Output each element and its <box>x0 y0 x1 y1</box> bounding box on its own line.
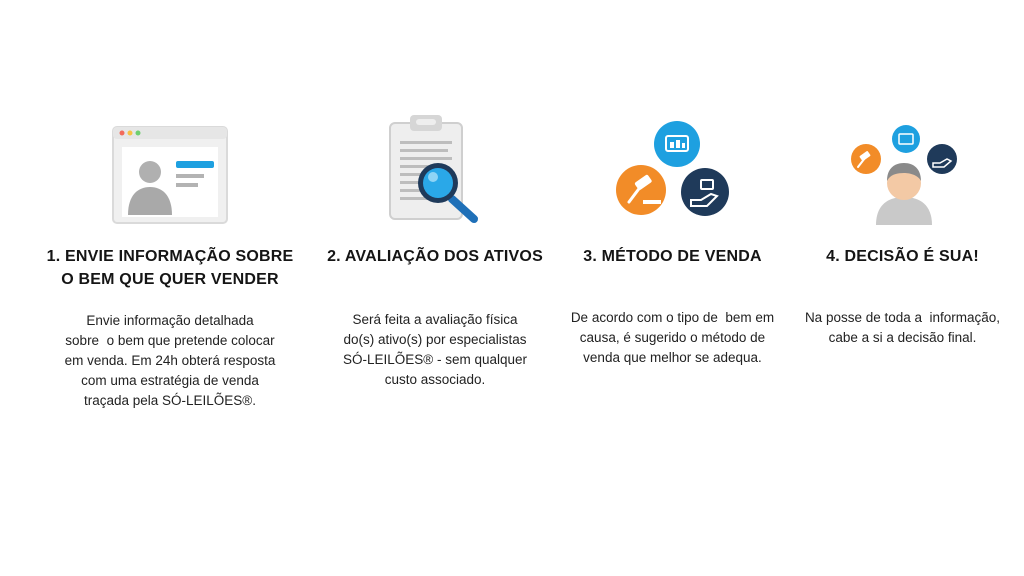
step-3 <box>555 100 790 368</box>
sale-methods-icon <box>613 120 733 225</box>
step-1-description <box>65 311 276 411</box>
step-3-desc-line: causa, é sugerido o método de <box>579 330 766 345</box>
gavel-icon <box>851 144 881 174</box>
step-2-desc-line: SÓ-LEILÕES® - sem qualquer <box>342 352 528 367</box>
step-1-title-line-1: 1. ENVIE INFORMAÇÃO SOBRE <box>46 248 294 265</box>
hand-offer-icon <box>927 144 957 174</box>
step-1-desc-line: em venda. Em 24h obterá resposta <box>64 353 276 368</box>
step-3-desc-line: De acordo com o tipo de bem em <box>570 310 775 325</box>
step-1-desc-line: traçada pela SÓ-LEILÕES®. <box>83 393 257 408</box>
step-4 <box>790 100 1015 348</box>
profile-card-icon <box>110 125 230 225</box>
gavel-icon <box>616 165 666 215</box>
step-3-title-line-1: 3. MÉTODO DE VENDA <box>583 248 762 265</box>
person-decision-icon <box>848 125 958 225</box>
step-4-title <box>826 245 979 268</box>
step-2 <box>320 100 550 390</box>
step-4-desc-line: cabe a si a decisão final. <box>828 330 977 345</box>
step-3-title <box>583 245 761 268</box>
presentation-icon <box>892 125 920 153</box>
step-2-title <box>327 245 543 268</box>
step-1-title <box>47 245 294 291</box>
step-4-description <box>805 308 1000 348</box>
step-3-desc-line: venda que melhor se adequa. <box>583 350 762 365</box>
step-1-desc-line: Envie informação detalhada <box>86 313 254 328</box>
step-2-title-line-1: 2. AVALIAÇÃO DOS ATIVOS <box>327 248 543 265</box>
step-2-description <box>343 310 527 390</box>
clipboard-magnifier-icon <box>380 113 490 225</box>
step-2-desc-line: do(s) ativo(s) por especialistas <box>343 332 527 347</box>
step-1-desc-line: sobre o bem que pretende colocar <box>65 333 275 348</box>
step-1-desc-line: com uma estratégia de venda <box>81 373 259 388</box>
step-1 <box>45 100 295 411</box>
step-1-title-line-2: O BEM QUE QUER VENDER <box>61 271 279 288</box>
hand-offer-icon <box>681 168 729 216</box>
step-3-description <box>571 308 774 368</box>
step-4-desc-line: Na posse de toda a informação, <box>804 310 1001 325</box>
step-2-desc-line: custo associado. <box>384 372 486 387</box>
step-2-desc-line: Será feita a avaliação física <box>352 312 518 327</box>
person-body <box>876 197 932 225</box>
step-4-title-line-1: 4. DECISÃO É SUA! <box>826 248 979 265</box>
